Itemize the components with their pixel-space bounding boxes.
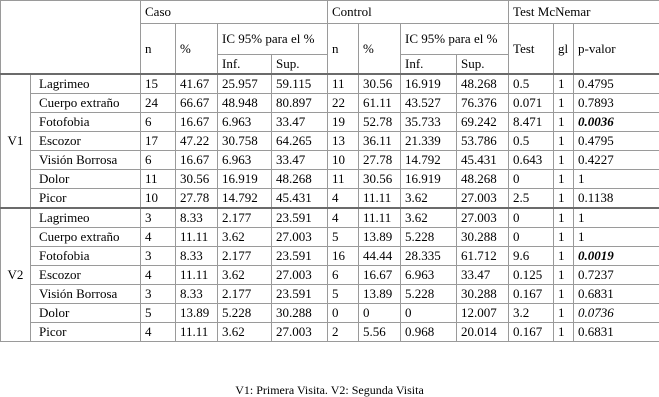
caso-inf-cell: 2.177 bbox=[218, 285, 272, 304]
control-inf-header: Inf. bbox=[401, 55, 457, 75]
caso-sup-cell: 30.288 bbox=[272, 304, 328, 323]
gl-cell: 1 bbox=[554, 208, 574, 228]
control-inf-cell: 6.963 bbox=[401, 266, 457, 285]
gl-cell: 1 bbox=[554, 266, 574, 285]
gl-cell: 1 bbox=[554, 74, 574, 94]
caso-pct-cell: 27.78 bbox=[176, 189, 218, 209]
gl-header: gl bbox=[554, 24, 574, 75]
pvalor-cell: 0.6831 bbox=[574, 323, 659, 342]
symptom-label: Escozor bbox=[31, 266, 141, 285]
control-n-cell: 0 bbox=[328, 304, 359, 323]
caso-inf-cell: 2.177 bbox=[218, 208, 272, 228]
control-inf-cell: 3.62 bbox=[401, 208, 457, 228]
table-row bbox=[1, 132, 659, 151]
symptom-label: Cuerpo extraño bbox=[31, 94, 141, 113]
control-n-cell: 19 bbox=[328, 113, 359, 132]
table-row bbox=[1, 208, 659, 228]
control-n-cell: 22 bbox=[328, 94, 359, 113]
control-sup-cell: 48.268 bbox=[457, 74, 509, 94]
caso-n-cell: 24 bbox=[141, 94, 176, 113]
control-inf-cell: 28.335 bbox=[401, 247, 457, 266]
gl-cell: 1 bbox=[554, 94, 574, 113]
caso-inf-cell: 30.758 bbox=[218, 132, 272, 151]
caso-n-cell: 3 bbox=[141, 208, 176, 228]
gl-cell: 1 bbox=[554, 132, 574, 151]
caso-n-header: n bbox=[141, 24, 176, 75]
caso-ic-header: IC 95% para el % bbox=[218, 24, 328, 55]
caso-n-cell: 15 bbox=[141, 74, 176, 94]
control-sup-cell: 45.431 bbox=[457, 151, 509, 170]
control-pct-cell: 13.89 bbox=[359, 285, 401, 304]
control-pct-cell: 61.11 bbox=[359, 94, 401, 113]
caso-header: Caso bbox=[141, 1, 328, 24]
caso-pct-cell: 11.11 bbox=[176, 228, 218, 247]
symptom-label: Visión Borrosa bbox=[31, 151, 141, 170]
symptom-label: Fotofobia bbox=[31, 247, 141, 266]
control-inf-cell: 3.62 bbox=[401, 189, 457, 209]
control-n-cell: 13 bbox=[328, 132, 359, 151]
caso-pct-cell: 8.33 bbox=[176, 247, 218, 266]
caso-inf-cell: 48.948 bbox=[218, 94, 272, 113]
control-pct-cell: 11.11 bbox=[359, 189, 401, 209]
caso-sup-cell: 64.265 bbox=[272, 132, 328, 151]
caso-inf-cell: 3.62 bbox=[218, 323, 272, 342]
pvalor-header: p-valor bbox=[574, 24, 659, 75]
test-cell: 0.5 bbox=[509, 74, 554, 94]
table-row bbox=[1, 285, 659, 304]
control-sup-cell: 76.376 bbox=[457, 94, 509, 113]
gl-cell: 1 bbox=[554, 285, 574, 304]
control-sup-cell: 27.003 bbox=[457, 189, 509, 209]
pvalor-cell: 0.0019 bbox=[574, 247, 659, 266]
table-row bbox=[1, 323, 659, 342]
control-inf-cell: 35.733 bbox=[401, 113, 457, 132]
control-sup-cell: 27.003 bbox=[457, 208, 509, 228]
control-pct-cell: 16.67 bbox=[359, 266, 401, 285]
caso-n-cell: 5 bbox=[141, 304, 176, 323]
caso-n-cell: 6 bbox=[141, 151, 176, 170]
control-n-cell: 2 bbox=[328, 323, 359, 342]
pvalor-cell: 1 bbox=[574, 208, 659, 228]
test-cell: 0.167 bbox=[509, 323, 554, 342]
caso-inf-cell: 6.963 bbox=[218, 151, 272, 170]
pvalor-cell: 0.0036 bbox=[574, 113, 659, 132]
corner-cell bbox=[1, 1, 141, 75]
test-cell: 0.643 bbox=[509, 151, 554, 170]
caso-n-cell: 6 bbox=[141, 113, 176, 132]
caso-inf-cell: 16.919 bbox=[218, 170, 272, 189]
control-sup-cell: 33.47 bbox=[457, 266, 509, 285]
control-pct-cell: 36.11 bbox=[359, 132, 401, 151]
caso-sup-cell: 59.115 bbox=[272, 74, 328, 94]
control-n-cell: 5 bbox=[328, 228, 359, 247]
control-pct-header: % bbox=[359, 24, 401, 75]
gl-cell: 1 bbox=[554, 247, 574, 266]
pvalor-cell: 0.0736 bbox=[574, 304, 659, 323]
test-header: Test McNemar bbox=[509, 1, 659, 24]
table-row bbox=[1, 74, 659, 94]
control-sup-cell: 61.712 bbox=[457, 247, 509, 266]
caso-pct-cell: 66.67 bbox=[176, 94, 218, 113]
control-pct-cell: 13.89 bbox=[359, 228, 401, 247]
control-pct-cell: 30.56 bbox=[359, 74, 401, 94]
control-sup-cell: 53.786 bbox=[457, 132, 509, 151]
control-ic-header: IC 95% para el % bbox=[401, 24, 509, 55]
caso-pct-cell: 11.11 bbox=[176, 266, 218, 285]
control-n-cell: 5 bbox=[328, 285, 359, 304]
gl-cell: 1 bbox=[554, 228, 574, 247]
caso-sup-header: Sup. bbox=[272, 55, 328, 75]
caso-sup-cell: 33.47 bbox=[272, 151, 328, 170]
symptom-label: Visión Borrosa bbox=[31, 285, 141, 304]
control-header: Control bbox=[328, 1, 509, 24]
test-cell: 0 bbox=[509, 208, 554, 228]
caso-n-cell: 3 bbox=[141, 285, 176, 304]
gl-cell: 1 bbox=[554, 151, 574, 170]
symptom-label: Lagrimeo bbox=[31, 208, 141, 228]
pvalor-cell: 0.4795 bbox=[574, 132, 659, 151]
symptom-label: Picor bbox=[31, 323, 141, 342]
caso-sup-cell: 23.591 bbox=[272, 208, 328, 228]
caso-n-cell: 4 bbox=[141, 266, 176, 285]
test-cell: 9.6 bbox=[509, 247, 554, 266]
pvalor-cell: 0.7893 bbox=[574, 94, 659, 113]
control-sup-cell: 20.014 bbox=[457, 323, 509, 342]
test-cell: 8.471 bbox=[509, 113, 554, 132]
caso-inf-cell: 2.177 bbox=[218, 247, 272, 266]
caso-sup-cell: 48.268 bbox=[272, 170, 328, 189]
control-sup-cell: 30.288 bbox=[457, 228, 509, 247]
test-cell: 0 bbox=[509, 170, 554, 189]
caso-n-cell: 4 bbox=[141, 228, 176, 247]
control-inf-cell: 43.527 bbox=[401, 94, 457, 113]
caso-sup-cell: 23.591 bbox=[272, 285, 328, 304]
caso-pct-cell: 30.56 bbox=[176, 170, 218, 189]
pvalor-cell: 0.1138 bbox=[574, 189, 659, 209]
footnote: V1: Primera Visita. V2: Segunda Visita bbox=[0, 384, 659, 396]
symptom-label: Escozor bbox=[31, 132, 141, 151]
control-n-cell: 6 bbox=[328, 266, 359, 285]
caso-sup-cell: 33.47 bbox=[272, 113, 328, 132]
pvalor-cell: 0.6831 bbox=[574, 285, 659, 304]
pvalor-cell: 0.4795 bbox=[574, 74, 659, 94]
control-n-cell: 4 bbox=[328, 208, 359, 228]
table-row bbox=[1, 247, 659, 266]
gl-cell: 1 bbox=[554, 323, 574, 342]
caso-n-cell: 17 bbox=[141, 132, 176, 151]
table-row bbox=[1, 228, 659, 247]
test-cell: 2.5 bbox=[509, 189, 554, 209]
test-cell: 0 bbox=[509, 228, 554, 247]
caso-inf-cell: 3.62 bbox=[218, 228, 272, 247]
caso-sup-cell: 80.897 bbox=[272, 94, 328, 113]
control-pct-cell: 0 bbox=[359, 304, 401, 323]
caso-inf-cell: 25.957 bbox=[218, 74, 272, 94]
caso-sup-cell: 27.003 bbox=[272, 266, 328, 285]
control-pct-cell: 30.56 bbox=[359, 170, 401, 189]
caso-n-cell: 10 bbox=[141, 189, 176, 209]
gl-cell: 1 bbox=[554, 304, 574, 323]
symptom-label: Lagrimeo bbox=[31, 74, 141, 94]
control-n-cell: 4 bbox=[328, 189, 359, 209]
caso-pct-header: % bbox=[176, 24, 218, 75]
caso-sup-cell: 23.591 bbox=[272, 247, 328, 266]
pvalor-cell: 0.4227 bbox=[574, 151, 659, 170]
control-inf-cell: 5.228 bbox=[401, 285, 457, 304]
test-cell: 0.167 bbox=[509, 285, 554, 304]
caso-pct-cell: 8.33 bbox=[176, 285, 218, 304]
caso-sup-cell: 45.431 bbox=[272, 189, 328, 209]
symptom-label: Cuerpo extraño bbox=[31, 228, 141, 247]
table-row bbox=[1, 113, 659, 132]
control-pct-cell: 5.56 bbox=[359, 323, 401, 342]
table-row bbox=[1, 304, 659, 323]
control-pct-cell: 11.11 bbox=[359, 208, 401, 228]
caso-inf-cell: 6.963 bbox=[218, 113, 272, 132]
caso-pct-cell: 8.33 bbox=[176, 208, 218, 228]
caso-pct-cell: 41.67 bbox=[176, 74, 218, 94]
caso-inf-header: Inf. bbox=[218, 55, 272, 75]
table-row bbox=[1, 170, 659, 189]
table-row bbox=[1, 266, 659, 285]
control-inf-cell: 0 bbox=[401, 304, 457, 323]
control-sup-cell: 48.268 bbox=[457, 170, 509, 189]
caso-inf-cell: 5.228 bbox=[218, 304, 272, 323]
control-n-cell: 10 bbox=[328, 151, 359, 170]
caso-pct-cell: 13.89 bbox=[176, 304, 218, 323]
pvalor-cell: 1 bbox=[574, 170, 659, 189]
caso-sup-cell: 27.003 bbox=[272, 228, 328, 247]
control-inf-cell: 0.968 bbox=[401, 323, 457, 342]
control-inf-cell: 16.919 bbox=[401, 74, 457, 94]
gl-cell: 1 bbox=[554, 170, 574, 189]
control-n-cell: 11 bbox=[328, 170, 359, 189]
test-cell: 0.125 bbox=[509, 266, 554, 285]
caso-pct-cell: 16.67 bbox=[176, 151, 218, 170]
caso-inf-cell: 14.792 bbox=[218, 189, 272, 209]
control-pct-cell: 52.78 bbox=[359, 113, 401, 132]
gl-cell: 1 bbox=[554, 113, 574, 132]
test-cell: 0.071 bbox=[509, 94, 554, 113]
visit-group-label: V2 bbox=[1, 208, 31, 342]
control-n-header: n bbox=[328, 24, 359, 75]
caso-pct-cell: 16.67 bbox=[176, 113, 218, 132]
control-pct-cell: 27.78 bbox=[359, 151, 401, 170]
caso-n-cell: 4 bbox=[141, 323, 176, 342]
table-row bbox=[1, 94, 659, 113]
symptom-label: Picor bbox=[31, 189, 141, 209]
table-row bbox=[1, 189, 659, 209]
control-n-cell: 16 bbox=[328, 247, 359, 266]
control-pct-cell: 44.44 bbox=[359, 247, 401, 266]
control-inf-cell: 5.228 bbox=[401, 228, 457, 247]
caso-n-cell: 11 bbox=[141, 170, 176, 189]
caso-n-cell: 3 bbox=[141, 247, 176, 266]
control-inf-cell: 14.792 bbox=[401, 151, 457, 170]
control-n-cell: 11 bbox=[328, 74, 359, 94]
pvalor-cell: 1 bbox=[574, 228, 659, 247]
control-inf-cell: 16.919 bbox=[401, 170, 457, 189]
symptom-label: Dolor bbox=[31, 170, 141, 189]
test-cell: 0.5 bbox=[509, 132, 554, 151]
pvalor-cell: 0.7237 bbox=[574, 266, 659, 285]
test-cell: 3.2 bbox=[509, 304, 554, 323]
caso-pct-cell: 11.11 bbox=[176, 323, 218, 342]
caso-inf-cell: 3.62 bbox=[218, 266, 272, 285]
gl-cell: 1 bbox=[554, 189, 574, 209]
test-col-header: Test bbox=[509, 24, 554, 75]
caso-sup-cell: 27.003 bbox=[272, 323, 328, 342]
control-sup-header: Sup. bbox=[457, 55, 509, 75]
table-row bbox=[1, 151, 659, 170]
caso-pct-cell: 47.22 bbox=[176, 132, 218, 151]
control-inf-cell: 21.339 bbox=[401, 132, 457, 151]
control-sup-cell: 69.242 bbox=[457, 113, 509, 132]
symptom-label: Fotofobia bbox=[31, 113, 141, 132]
symptom-label: Dolor bbox=[31, 304, 141, 323]
control-sup-cell: 12.007 bbox=[457, 304, 509, 323]
control-sup-cell: 30.288 bbox=[457, 285, 509, 304]
visit-group-label: V1 bbox=[1, 74, 31, 208]
